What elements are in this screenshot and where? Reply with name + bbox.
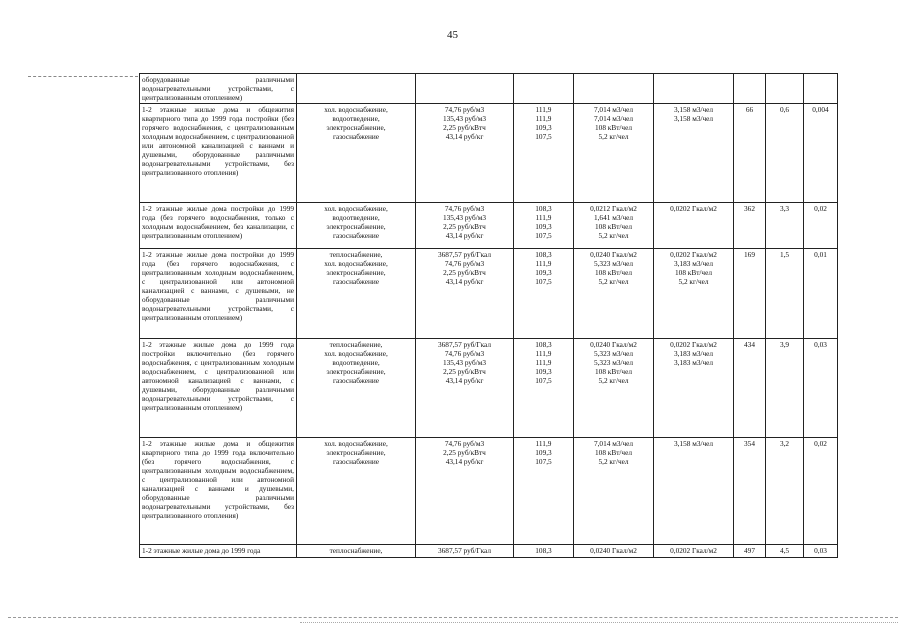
service-line: электроснабжение, [326, 123, 386, 132]
norm-odn-line: 3,183 м3/чел [673, 259, 714, 268]
norm-line: 7,014 м3/чел [593, 105, 634, 114]
scan-edge-bottom-2 [300, 622, 898, 623]
norm-odn-line: 0,0202 Гкал/м2 [670, 340, 717, 349]
tariff-line: 135,43 руб/м3 [442, 114, 486, 123]
table-row [140, 249, 838, 339]
services-cell [297, 203, 416, 249]
norm-line: 0,0240 Гкал/м2 [590, 250, 637, 259]
services-cell [297, 438, 416, 545]
norms-odn-cell [654, 203, 734, 249]
index-line: 109,3 [535, 123, 552, 132]
norms-cell [574, 249, 654, 339]
service-line: газоснабжение [332, 457, 380, 466]
tariff-line: 43,14 руб/кг [445, 277, 484, 286]
tariff-line: 3687,57 руб/Гкал [438, 546, 491, 555]
service-line: электроснабжение, [326, 222, 386, 231]
norm-odn-line: 0,0202 Гкал/м2 [670, 250, 717, 259]
service-line: газоснабжение [332, 132, 380, 141]
service-line: газоснабжение [332, 231, 380, 240]
norms-odn-cell [654, 249, 734, 339]
table-row [140, 203, 838, 249]
tariff-line: 3687,57 руб/Гкал [438, 250, 491, 259]
norm-line: 108 кВт/чел [595, 268, 632, 277]
service-line: хол. водоснабжение, [324, 349, 388, 358]
norm-line: 5,323 м3/чел [593, 259, 634, 268]
index-line: 111,9 [535, 259, 552, 268]
tariff-line: 74,76 руб/м3 [444, 259, 485, 268]
value-cell: 0,004 [804, 104, 838, 203]
norm-odn-line: 3,183 м3/чел [673, 358, 714, 367]
service-line: хол. водоснабжение, [324, 204, 388, 213]
table-row [140, 104, 838, 203]
norms-cell [574, 438, 654, 545]
description-cell: оборудованные различными водонагревательными устройствами, с централизованным отоплением) [140, 74, 297, 104]
norm-line: 7,014 м3/чел [593, 114, 634, 123]
norms-cell [574, 104, 654, 203]
table-row [140, 339, 838, 438]
indices-cell [514, 249, 574, 339]
norm-line: 5,2 кг/чел [598, 132, 629, 141]
count-cell: 362 [734, 203, 766, 249]
tariff-line: 2,25 руб/кВтч [443, 448, 486, 457]
service-line: водоотведение, [332, 358, 380, 367]
area-cell: 3,3 [766, 203, 804, 249]
indices-cell [514, 74, 574, 104]
index-line: 109,3 [535, 222, 552, 231]
norm-odn-line: 0,0202 Гкал/м2 [670, 204, 717, 213]
service-line: газоснабжение [332, 277, 380, 286]
index-line: 111,9 [535, 358, 552, 367]
norm-line: 5,2 кг/чел [598, 457, 629, 466]
norms-cell [574, 545, 654, 558]
norms-odn-cell [654, 104, 734, 203]
value-cell: 0,02 [804, 438, 838, 545]
tariff-line: 2,25 руб/кВтч [443, 367, 486, 376]
tariff-line: 135,43 руб/м3 [442, 213, 486, 222]
tariffs-cell [416, 203, 514, 249]
service-line: теплоснабжение, [329, 250, 383, 259]
index-line: 109,3 [535, 448, 552, 457]
norm-line: 5,2 кг/чел [598, 277, 629, 286]
table-row [140, 438, 838, 545]
table-row [140, 74, 838, 104]
tariff-table [139, 73, 838, 558]
indices-cell [514, 104, 574, 203]
value-cell [804, 74, 838, 104]
norm-odn-line: 5,2 кг/чел [678, 277, 709, 286]
tariff-line: 2,25 руб/кВтч [443, 268, 486, 277]
area-cell [766, 74, 804, 104]
index-line: 109,3 [535, 268, 552, 277]
services-cell [297, 249, 416, 339]
page-number: 45 [447, 29, 458, 41]
services-cell [297, 339, 416, 438]
index-line: 108,3 [535, 250, 552, 259]
norm-line: 108 кВт/чел [595, 123, 632, 132]
norm-line: 5,323 м3/чел [593, 349, 634, 358]
norm-line: 108 кВт/чел [595, 222, 632, 231]
tariff-line: 3687,57 руб/Гкал [438, 340, 491, 349]
area-cell: 4,5 [766, 545, 804, 558]
count-cell [734, 74, 766, 104]
tariff-line: 74,76 руб/м3 [444, 349, 485, 358]
tariff-line: 135,43 руб/м3 [442, 358, 486, 367]
count-cell: 434 [734, 339, 766, 438]
norm-odn-line: 0,0202 Гкал/м2 [670, 546, 717, 555]
norms-odn-cell [654, 438, 734, 545]
service-line: электроснабжение, [326, 268, 386, 277]
tariff-line: 43,14 руб/кг [445, 457, 484, 466]
tariff-line: 2,25 руб/кВтч [443, 222, 486, 231]
indices-cell [514, 545, 574, 558]
value-cell: 0,01 [804, 249, 838, 339]
tariffs-cell [416, 545, 514, 558]
services-cell [297, 74, 416, 104]
tariff-line: 2,25 руб/кВтч [443, 123, 486, 132]
tariffs-cell [416, 339, 514, 438]
service-line: электроснабжение, [326, 367, 386, 376]
service-line: хол. водоснабжение, [324, 439, 388, 448]
tariff-line: 74,76 руб/м3 [444, 439, 485, 448]
index-line: 108,3 [535, 546, 552, 555]
norm-odn-line: 108 кВт/чел [675, 268, 712, 277]
value-cell: 0,03 [804, 545, 838, 558]
index-line: 108,3 [535, 340, 552, 349]
norm-odn-line: 3,158 м3/чел [673, 439, 714, 448]
norm-line: 0,0212 Гкал/м2 [590, 204, 637, 213]
service-line: хол. водоснабжение, [324, 259, 388, 268]
norm-line: 5,2 кг/чел [598, 376, 629, 385]
index-line: 107,5 [535, 277, 552, 286]
service-line: газоснабжение [332, 376, 380, 385]
index-line: 107,5 [535, 376, 552, 385]
norm-line: 5,2 кг/чел [598, 231, 629, 240]
count-cell: 354 [734, 438, 766, 545]
count-cell: 169 [734, 249, 766, 339]
norms-odn-cell [654, 74, 734, 104]
service-line: водоотведение, [332, 213, 380, 222]
norms-odn-cell [654, 545, 734, 558]
table-row [140, 545, 838, 558]
tariffs-cell [416, 74, 514, 104]
service-line: хол. водоснабжение, [324, 105, 388, 114]
area-cell: 3,2 [766, 438, 804, 545]
indices-cell [514, 339, 574, 438]
description-cell: 1-2 этажные жилые дома до 1999 года [140, 545, 297, 558]
tariff-line: 74,76 руб/м3 [444, 105, 485, 114]
tariff-line: 43,14 руб/кг [445, 376, 484, 385]
area-cell: 1,5 [766, 249, 804, 339]
norms-cell [574, 203, 654, 249]
norms-cell [574, 74, 654, 104]
services-cell [297, 545, 416, 558]
index-line: 111,9 [535, 439, 552, 448]
index-line: 109,3 [535, 367, 552, 376]
norm-line: 0,0240 Гкал/м2 [590, 340, 637, 349]
scan-mark-top [28, 76, 138, 77]
norm-line: 108 кВт/чел [595, 367, 632, 376]
index-line: 111,9 [535, 105, 552, 114]
indices-cell [514, 203, 574, 249]
norm-line: 5,323 м3/чел [593, 358, 634, 367]
service-line: электроснабжение, [326, 448, 386, 457]
description-cell: 1-2 этажные жилые дома до 1999 года постройки включительно (без горячего водоснабжения, с централизованным холодным водоснабжением, с централизованной или автономной канализацией с ваннами, с душевыми, оборудованные различными водонагревательными устройствами, с централизованным отоплением) [140, 339, 297, 438]
description-cell: 1-2 этажные жилые дома и общежития квартирного типа до 1999 года включительно (без горячего водоснабжения, с централизованным холодным водоснабжением, с централизованной или автономной канализацией с ваннами и душевыми, оборудованные различными водонагревательными устройствами, без централизованного отопления) [140, 438, 297, 545]
tariffs-cell [416, 438, 514, 545]
services-cell [297, 104, 416, 203]
value-cell: 0,02 [804, 203, 838, 249]
norms-cell [574, 339, 654, 438]
index-line: 108,3 [535, 204, 552, 213]
tariff-line: 74,76 руб/м3 [444, 204, 485, 213]
area-cell: 0,6 [766, 104, 804, 203]
description-cell: 1-2 этажные жилые дома постройки до 1999 года (без горячего водоснабжения, с централизованным холодным водоснабжением, с централизованной или автономной канализацией с ваннами, с душевыми, не оборудованные различными водонагревательными устройствами, с централизованным отоплением) [140, 249, 297, 339]
count-cell: 66 [734, 104, 766, 203]
value-cell: 0,03 [804, 339, 838, 438]
service-line: теплоснабжение, [329, 340, 383, 349]
norm-odn-line: 3,158 м3/чел [673, 114, 714, 123]
count-cell: 497 [734, 545, 766, 558]
norm-odn-line: 3,183 м3/чел [673, 349, 714, 358]
tariff-line: 43,14 руб/кг [445, 231, 484, 240]
tariff-line: 43,14 руб/кг [445, 132, 484, 141]
index-line: 107,5 [535, 231, 552, 240]
scan-edge-bottom [8, 617, 898, 618]
norm-line: 7,014 м3/чел [593, 439, 634, 448]
norm-line: 1,641 м3/чел [593, 213, 634, 222]
tariffs-cell [416, 104, 514, 203]
norm-odn-line: 3,158 м3/чел [673, 105, 714, 114]
area-cell: 3,9 [766, 339, 804, 438]
index-line: 107,5 [535, 457, 552, 466]
index-line: 111,9 [535, 114, 552, 123]
norm-line: 108 кВт/чел [595, 448, 632, 457]
norms-odn-cell [654, 339, 734, 438]
tariffs-cell [416, 249, 514, 339]
indices-cell [514, 438, 574, 545]
index-line: 111,9 [535, 349, 552, 358]
service-line: водоотведение, [332, 114, 380, 123]
index-line: 111,9 [535, 213, 552, 222]
description-cell: 1-2 этажные жилые дома и общежития квартирного типа до 1999 года постройки (без горячего водоснабжения, с централизованным холодным водоснабжением, с централизованной или автономной канализацией с ваннами и душевыми, оборудованные различными водонагревательными устройствами, без централизованного отопления) [140, 104, 297, 203]
description-cell: 1-2 этажные жилые дома постройки до 1999 года (без горячего водоснабжения, только с холодным водоснабжением, без канализации, с централизованным отоплением) [140, 203, 297, 249]
norm-line: 0,0240 Гкал/м2 [590, 546, 637, 555]
service-line: теплоснабжение, [329, 546, 383, 555]
index-line: 107,5 [535, 132, 552, 141]
